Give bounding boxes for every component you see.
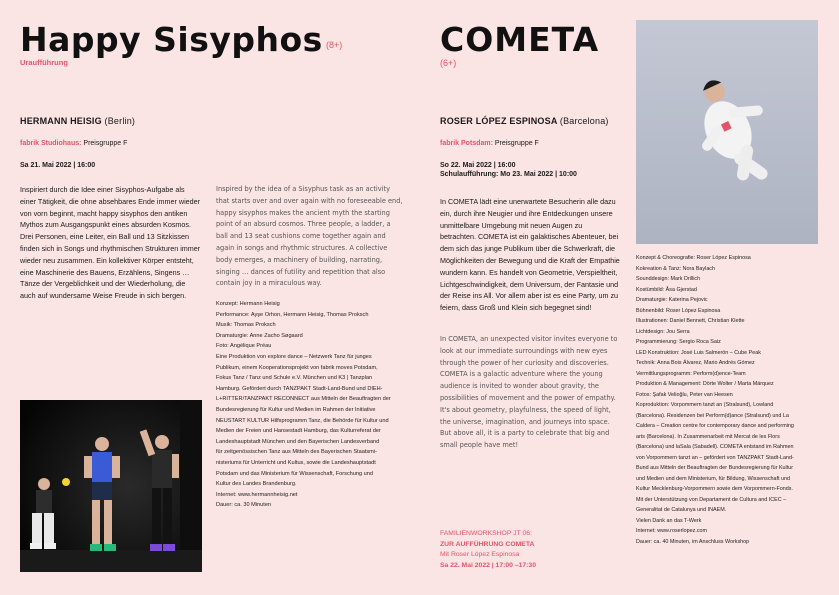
credit-line: Medien der Freien und Hansestadt Hamburg, das Kulturreferat der [216,428,381,435]
description-german: In COMETA lädt eine unerwartete Besucherin alle dazu ein, durch ihre Neugier und ihre Entdeckungen unsere unmittelbare Umgebung mit neuen Augen zu betrachten. COMETA ist ein galaktisches Abenteuer, bei dem sich das junge Publikum über die Schwerkraft, die Möglichkeiten der Bewegung und die Kraft der Empathie wundern kann. Es handelt von Geometrie, Verspieltheit, Lichtgeschwindigkeit, dem Universum, der Fantasie und der Reise ins All. Vor allem aber ist es eine Party, um zu feiern, dass Groß und Klein sich begegnet sind! [440,197,620,313]
description-english: Inspired by the idea of a Sisyphus task as an activity that starts over and over again with no foreseeable end, happy sisyphos makes the ancient myth the starting point of an absurd cosmos. Three people, a ladder, a ball and 13 seat cushions come together again and again in songs and rhythmic structures. A collective body emerges, a machinery of building, narrating, singing … dances of futility and repetition that also contain joy in a miraculous way. [216,185,403,288]
venue-line [440,140,539,147]
credit-line: NEUSTART KULTUR Hilfsprogramm Tanz, die Behörde für Kultur und [216,417,389,424]
credit-line: Eine Produktion von explore dance – Netzwerk Tanz für junges [216,353,372,360]
workshop-subtitle: ZUR AUFFÜHRUNG COMETA [440,540,535,548]
credit-line: L+RITTER/TANZPAKT RECONNECT aus Mitteln der Beauftragten der [216,396,391,403]
venue-price: Preisgruppe F [494,140,539,147]
credit-line: Dauer: ca. 30 Minuten [216,502,272,509]
credit-line: Konzept: Hermann Heisig [216,301,280,307]
credit-line: Lichtdesign: Jou Serra [636,328,690,335]
credit-line: (Barcelona) und laSala (Sabadell). COMETA entstand im Rahmen [636,444,794,450]
performance-photo [20,400,202,572]
credit-line: nisteriums für Unterricht und Kultus, sowie die Landeshauptstadt [216,459,376,466]
credit-line: Technik: Anna Bois Álvarez, Mario Andrés Gómez [636,360,755,366]
family-workshop [440,529,536,571]
workshop-host: Mit Roser López Espinosa [440,551,520,559]
stage-photo-illustration [20,400,202,572]
credit-line: Publikum, einem Kooperationsprojekt von fabrik moves Potsdam, [216,364,378,371]
credit-line: Musik: Thomas Proksch [216,322,276,329]
credit-line: Kokreation & Tanz: Nora Baylach [636,265,716,272]
author-name: HERMANN HEISIG [20,116,102,126]
credit-line: Generalitat de Catalunya und INAEM. [636,507,727,513]
credit-line: Kostümbild: Åsa Gjerstad [636,286,697,293]
credit-line: Koproduktion: Vorpommern tanzt an (Stralsund), Lowland [636,402,774,408]
credit-line: Vielen Dank an das T-Werk [636,517,702,524]
performance-dates [440,162,577,178]
age-rating: (6+) [440,58,457,68]
credit-line: Produktion & Management: Dörte Wolter / Marta Márquez [636,381,774,387]
credit-line: Fokus Tanz / Tanz und Schule e.V. München und K3 | Tanzplan [216,375,373,382]
credit-line: Performance: Ayşe Orhon, Hermann Heisig, Thomas Proksch [216,311,369,318]
author-city: (Berlin) [104,116,136,126]
credit-line: Foto: Angélique Préau [216,343,272,350]
credit-line: Dramaturgie: Anne Zacho Søgaard [216,332,303,339]
credits-list [636,253,826,547]
credit-line: von Vorpommern tanzt an – gefördert von TANZPAKT Stadt-Land- [636,454,794,461]
dancer-photo-illustration [636,20,818,244]
description-german: Inspiriert durch die Idee einer Sisyphos-Aufgabe als einer Tätigkeit, die ohne absehbares Ende immer wieder von vorn beginnt, macht happy sisyphos den antiken Mythos zum Ausgangspunkt eines absurden Kosmos. Drei Personen, eine Leiter, ein Ball und 13 Sitzkissen finden sich in Songs und rhythmischen Strukturen immer wieder neu zusammen. Ein kollektiver Körper entsteht, eine Maschinerie des Bauens, Erzählens, Singens … Tänze der Vergeblichkeit und der Wiederholung, die auch auf wundersame Weise Freude in sich bergen. [20,185,201,301]
venue-label: fabrik Potsdam: [440,140,493,147]
credit-line: für zeitgenössischen Tanz aus Mitteln des Bayerischen Staatsmi- [216,449,377,456]
credit-line: Kultur Mecklenburg-Vorpommern sowie dem Vorpommern-Fonds. [636,486,793,492]
credit-line: Potsdam und das Ministerium für Wissenschaft, Forschung und [216,470,374,477]
credit-line: Mit der Unterstützung von Departament de Cultura and ICEC – [636,496,787,503]
credit-line: Internet: www.roserlopez.com [636,528,708,534]
title-cometa: COMETA [440,20,600,59]
author-name: ROSER LÓPEZ ESPINOSA [440,116,558,126]
school-performance-date: Schulaufführung: Mo 23. Mai 2022 | 10:00 [440,171,577,178]
title-happy-sisyphos: Happy Sisyphos [20,20,323,59]
author-heading [440,116,609,126]
credit-line: LED Konstruktion: José Luis Salmerón – Cube Peak [636,349,761,356]
author-heading [20,116,135,126]
credit-line: Hamburg. Gefördert durch TANZPAKT Stadt-Land-Bund und DIEH- [216,385,383,392]
credit-line: Vermittlungsprogramm: Perform(d)ence-Team [636,370,746,377]
credits-list [216,299,406,511]
workshop-title: FAMILIENWORKSHOP JT 06: [440,530,532,537]
credit-line: arts (Barcelona). In Zusammenarbeit mit Mercat de les Flors [636,433,780,440]
credit-line: Konzept & Choreografie: Roser López Espinosa [636,255,751,261]
author-city: (Barcelona) [559,116,609,126]
age-rating: (8+) [326,40,343,50]
credit-line: Dauer: ca. 40 Minuten, im Anschluss Workshop [636,538,750,545]
venue-price: Preisgruppe F [83,140,128,147]
performance-date: Sa 21. Mai 2022 | 16:00 [20,162,96,169]
credit-line: und Medien und dem Ministerium, für Bildung, Wissenschaft und [636,475,791,482]
credit-line: Landeshauptstadt München und den Bayerischen Landesverband [216,438,380,445]
description-english: In COMETA, an unexpected visitor invites everyone to look at our immediate surroundings with new eyes through the power of her curiosity and discoveries. COMETA is a galactic adventure where the young audience is invited to wonder about gravity, the possibilities of movement and the power of empathy. It's about geometry, playfulness, the speed of light, the universe, imagination, and journeys into space. But above all, it is a party to celebrate that big and small people have met! [440,335,618,450]
venue-label: fabrik Studiohaus: [20,140,82,147]
credit-line: Kultur des Landes Brandenburg. [216,481,297,488]
premiere-label: Uraufführung [20,58,68,67]
credit-line: Programmierung: Sergio Roca Saiz [636,339,721,345]
venue-line [20,140,127,147]
credit-line: Fotos: Şafak Velioğlu, Peter van Heesen [636,391,733,398]
credit-line: Sounddesign: Mark Drillich [636,276,701,282]
credit-line: Internet: www.hermannheisig.net [216,491,298,498]
credit-line: Bühnenbild: Roser López Espinosa [636,307,721,314]
credit-line: (Barcelona). Residenzen bei Perform(d)ance (Stralsund) und La [636,412,789,419]
cometa-photo [636,20,818,244]
credit-line: Bundesregierung für Kultur und Medien im Rahmen der Initiative [216,406,376,413]
credit-line: Bund aus Mitteln der Beauftragten der Bundesregierung für Kultur [636,465,794,471]
credit-line: Caldera – Creation centre for contemporary dance and performing [636,423,794,429]
workshop-date: Sa 22. Mai 2022 | 17:00 –17:30 [440,561,536,569]
credit-line: Illustrationen: Daniel Bennett, Christian Klette [636,318,745,324]
credit-line: Dramaturgie: Katerina Pejovic [636,297,708,303]
performance-date: So 22. Mai 2022 | 16:00 [440,162,516,169]
